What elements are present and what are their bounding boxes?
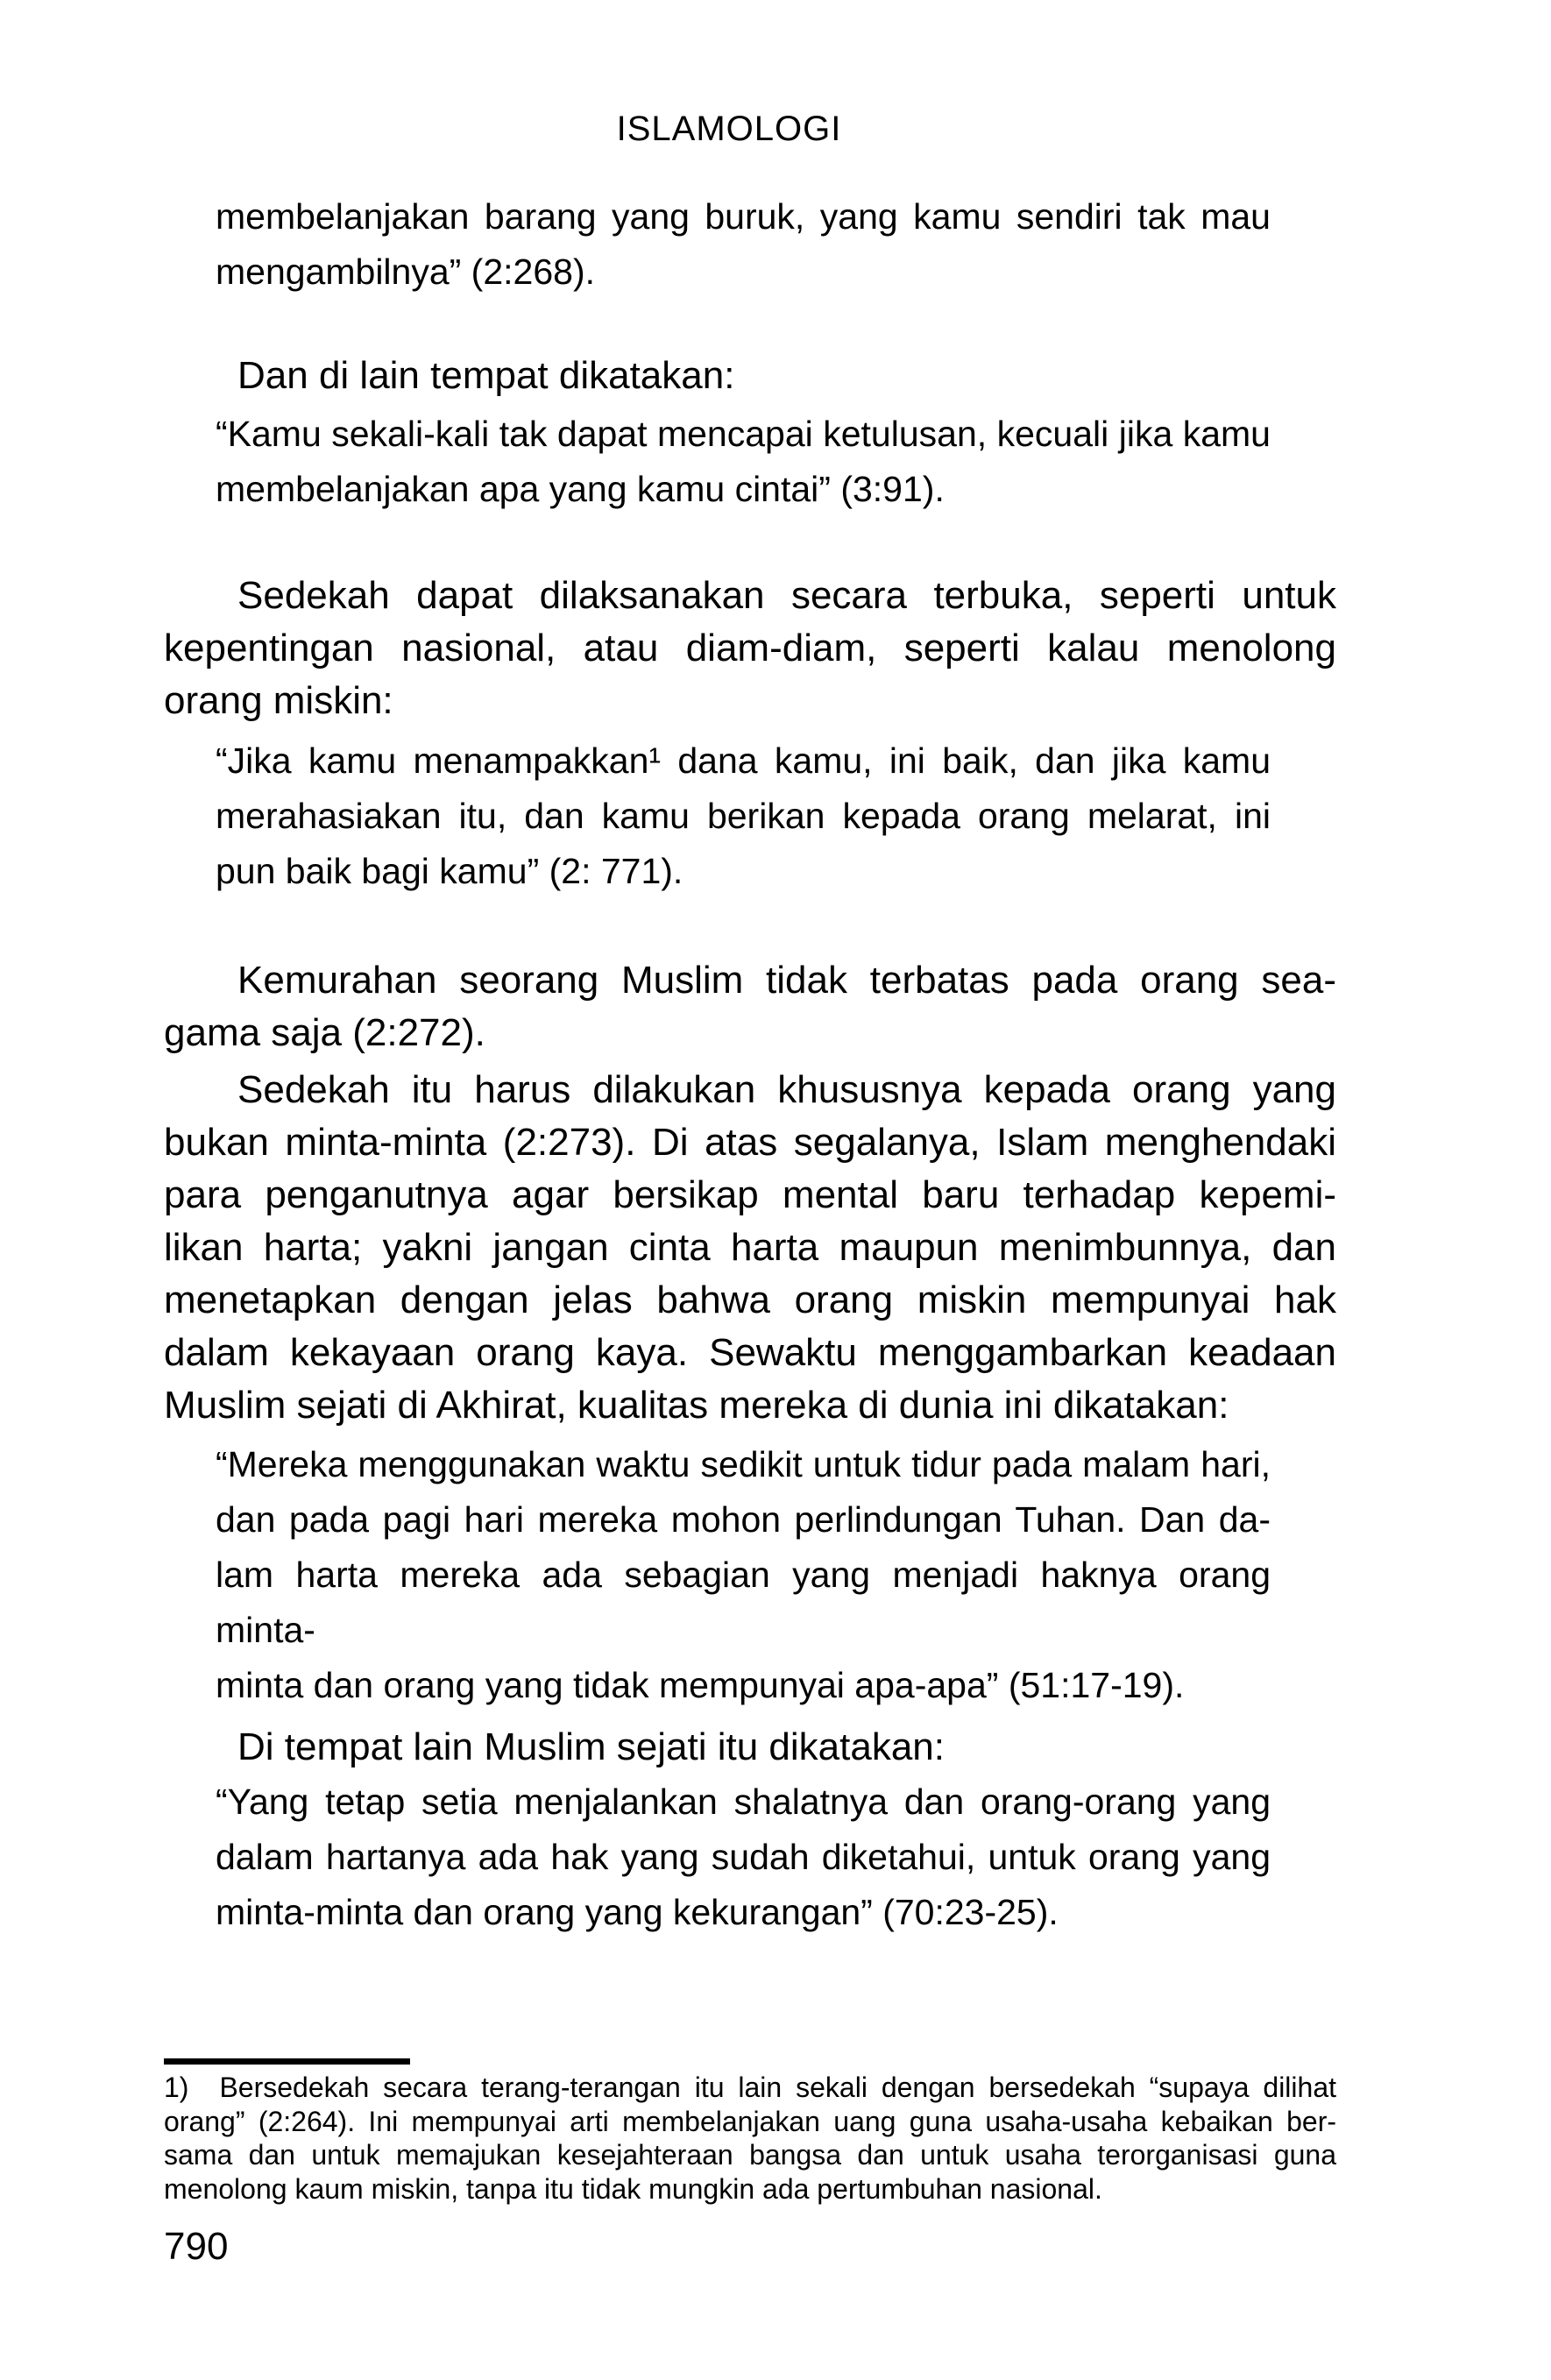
body-line: menetapkan dengan jelas bahwa orang miskin mempunyai hak <box>164 1279 1336 1321</box>
quote-line: “Jika kamu menampakkan¹ dana kamu, ini baik, dan jika kamu <box>216 740 1271 781</box>
footnote-line <box>164 2071 1336 2105</box>
quote-line: merahasiakan itu, dan kamu berikan kepada orang melarat, ini <box>216 796 1271 836</box>
body-line: orang miskin: <box>164 679 393 722</box>
paragraph-intro-lain-tempat <box>164 350 1336 402</box>
footnote-marker: 1) <box>164 2072 189 2103</box>
body-line: bukan minta-minta (2:273). Di atas segalanya, Islam menghendaki <box>164 1121 1336 1164</box>
quote-block-2-771 <box>216 733 1271 899</box>
quote-line: “Yang tetap setia menjalankan shalatnya dan orang-orang yang <box>216 1781 1271 1822</box>
paragraph-sedekah-harus <box>164 1064 1336 1432</box>
quote-line: lam harta mereka ada sebagian yang menjadi haknya orang minta- <box>216 1555 1271 1650</box>
quote-block-51-17-19 <box>216 1437 1271 1713</box>
quote-line: “Mereka menggunakan waktu sedikit untuk tidur pada malam hari, <box>216 1444 1271 1484</box>
body-line: kepentingan nasional, atau diam-diam, seperti kalau menolong <box>164 627 1336 669</box>
body-line: Sedekah itu harus dilakukan khususnya kepada orang yang <box>237 1068 1336 1111</box>
quote-line: “Kamu sekali-kali tak dapat mencapai ketulusan, kecuali jika kamu <box>216 414 1271 454</box>
quote-line: membelanjakan apa yang kamu cintai” (3:91). <box>216 469 945 509</box>
footnote <box>164 2071 1336 2206</box>
quote-block-3-91 <box>216 407 1271 517</box>
page-number: 790 <box>164 2225 229 2268</box>
body-line: Sedekah dapat dilaksanakan secara terbuka, seperti untuk <box>237 574 1336 617</box>
body-line: gama saja (2:272). <box>164 1011 485 1054</box>
quote-line: dalam hartanya ada hak yang sudah diketahui, untuk orang yang <box>216 1837 1271 1877</box>
body-line: likan harta; yakni jangan cinta harta maupun menimbunnya, dan <box>164 1226 1336 1269</box>
body-line: Dan di lain tempat dikatakan: <box>237 354 735 397</box>
footnote-text: Bersedekah secara terang-terangan itu lain sekali dengan bersedekah “supaya dilihat <box>219 2072 1336 2103</box>
quote-line: mengambilnya” (2:268). <box>216 251 595 292</box>
paragraph-intro-di-tempat-lain <box>164 1721 1336 1774</box>
quote-block-2-268 <box>216 189 1271 300</box>
body-line: dalam kekayaan orang kaya. Sewaktu menggambarkan keadaan <box>164 1331 1336 1374</box>
footnote-line: menolong kaum miskin, tanpa itu tidak mungkin ada pertumbuhan nasional. <box>164 2172 1102 2205</box>
body-line: para penganutnya agar bersikap mental baru terhadap kepemi- <box>164 1173 1336 1216</box>
paragraph-kemurahan <box>164 954 1336 1059</box>
quote-line: pun baik bagi kamu” (2: 771). <box>216 851 683 891</box>
quote-line: dan pada pagi hari mereka mohon perlindungan Tuhan. Dan da- <box>216 1499 1271 1540</box>
body-line: Muslim sejati di Akhirat, kualitas mereka di dunia ini dikatakan: <box>164 1384 1229 1427</box>
body-line: Kemurahan seorang Muslim tidak terbatas pada orang sea- <box>237 959 1336 1002</box>
page-title: ISLAMOLOGI <box>616 110 842 148</box>
quote-line: membelanjakan barang yang buruk, yang kamu sendiri tak mau <box>216 196 1271 237</box>
running-header <box>164 110 1294 147</box>
footnote-line: orang” (2:264). Ini mempunyai arti membelanjakan uang guna usaha-usaha kebaikan ber- <box>164 2105 1336 2137</box>
quote-block-70-23-25 <box>216 1774 1271 1940</box>
quote-line: minta-minta dan orang yang kekurangan” (70:23-25). <box>216 1892 1059 1932</box>
body-line: Di tempat lain Muslim sejati itu dikatakan: <box>237 1725 945 1768</box>
footnote-line: sama dan untuk memajukan kesejahteraan bangsa dan untuk usaha terorganisasi guna <box>164 2139 1336 2171</box>
paragraph-sedekah-terbuka <box>164 570 1336 727</box>
footnote-separator-rule <box>164 2058 410 2065</box>
quote-line: minta dan orang yang tidak mempunyai apa-apa” (51:17-19). <box>216 1665 1185 1705</box>
